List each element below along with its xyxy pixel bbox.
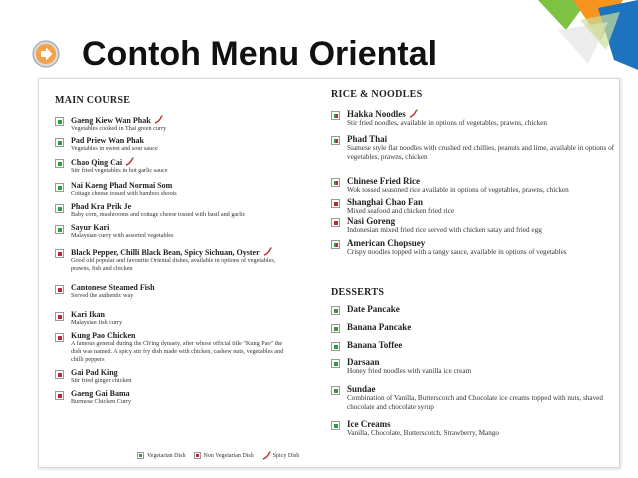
- menu-item: [55, 181, 287, 198]
- chili-spicy-icon: [154, 115, 163, 124]
- menu-item-description: Served the authentic way: [71, 292, 134, 299]
- desserts-heading: DESSERTS: [331, 287, 385, 298]
- menu-item-description: Indonesian mixed fried rice served with chicken satay and fried egg: [347, 226, 542, 234]
- menu-item-name: Banana Pancake: [347, 322, 412, 332]
- menu-item-description: Malaysian curry with assorted vegetables: [71, 232, 174, 239]
- veg-nonveg-marker-icon: [331, 136, 340, 145]
- menu-item-name: Pad Priew Wan Phak: [71, 136, 144, 145]
- nonveg-marker-icon: [55, 312, 64, 321]
- menu-item-description: Baby corn, mushrooms and cottage cheese tossed with basil and garlic: [71, 211, 246, 218]
- menu-item-name: Kung Pao Chicken: [71, 331, 136, 340]
- menu-item-name: Date Pancake: [347, 304, 400, 314]
- menu-item: [55, 157, 287, 175]
- veg-marker-icon: [331, 306, 340, 315]
- menu-item-description: Vegetables in sweet and sour sauce: [71, 145, 158, 152]
- menu-item-name: Hakka Noodles: [347, 109, 406, 119]
- veg-legend-icon: [137, 452, 144, 459]
- veg-marker-icon: [331, 324, 340, 333]
- menu-item-description: Malaysian fish curry: [71, 319, 123, 326]
- menu-item: [331, 197, 617, 216]
- legend: [129, 451, 299, 460]
- menu-item-name: Sayur Kari: [71, 223, 110, 232]
- menu-item-description: A famous general during the Ch'ing dynasty, after whose official title "Kung Pao" the dish was named. A spicy stir fry dish made with chicken, cashew nuts, vegetables and chilli peppers: [71, 340, 284, 363]
- menu-item: [331, 109, 617, 128]
- veg-nonveg-marker-icon: [331, 111, 340, 120]
- menu-item: [55, 389, 287, 406]
- menu-item-name: Cantonese Steamed Fish: [71, 283, 155, 292]
- menu-item-name: Phad Kra Prik Je: [71, 202, 132, 211]
- menu-item: [331, 340, 617, 351]
- chili-spicy-icon: [409, 109, 418, 118]
- nonveg-marker-icon: [55, 249, 64, 258]
- menu-item-description: Siamese style flat noodles with crushed red chillies, peanuts and lime, available in options of vegetables, prawns, chicken: [347, 144, 615, 161]
- menu-item: [331, 322, 617, 333]
- menu-item: [331, 304, 617, 315]
- main-course-column: [55, 79, 287, 449]
- slide-title: Contoh Menu Oriental: [82, 34, 438, 73]
- veg-marker-icon: [331, 342, 340, 351]
- menu-item-name: American Chopsuey: [347, 238, 426, 248]
- menu-item: [55, 331, 287, 363]
- nonveg-marker-icon: [55, 370, 64, 379]
- veg-nonveg-marker-icon: [331, 240, 340, 249]
- menu-item-description: Stir fried ginger chicken: [71, 377, 132, 384]
- main-course-heading: MAIN COURSE: [55, 95, 131, 106]
- menu-item-description: Stir fried vegetables in hot garlic sauce: [71, 167, 168, 174]
- menu-item: [55, 247, 287, 273]
- menu-item: [55, 310, 287, 327]
- menu-item-name: Sundae: [347, 384, 376, 394]
- chili-legend-icon: [262, 451, 271, 460]
- menu-item-name: Darsaan: [347, 357, 380, 367]
- menu-item-name: Black Pepper, Chilli Black Bean, Spicy Sichuan, Oyster: [71, 248, 260, 257]
- veg-marker-icon: [55, 225, 64, 234]
- arrow-right-circle-icon: [32, 40, 60, 68]
- menu-item: [55, 136, 287, 153]
- rice-noodles-section: [331, 79, 617, 279]
- menu-item-description: Combination of Vanilla, Butterscotch and Chocolate ice creams topped with nuts, shaved chocolate and chocolate syrup: [347, 394, 603, 411]
- menu-item-name: Gai Pad King: [71, 368, 118, 377]
- corner-decoration: [528, 0, 638, 72]
- menu-item: [55, 202, 287, 219]
- veg-marker-icon: [55, 138, 64, 147]
- menu-item-description: Crispy noodles topped with a tangy sauce, available in options of vegetables: [347, 248, 567, 256]
- menu-item: [55, 115, 287, 133]
- menu-item: [55, 223, 287, 240]
- menu-item-description: Wok tossed seasoned rice available in options of vegetables, prawns, chicken: [347, 186, 569, 194]
- menu-item-name: Nai Kaeng Phad Normai Som: [71, 181, 173, 190]
- menu-item: [331, 357, 617, 376]
- menu-item-name: Gaeng Gai Bama: [71, 389, 130, 398]
- menu-item: [55, 283, 287, 300]
- veg-nonveg-marker-icon: [331, 178, 340, 187]
- menu-item-description: Mixed seafood and chicken fried rice: [347, 207, 455, 215]
- menu-item: [331, 419, 617, 438]
- menu-card: [38, 78, 620, 468]
- menu-item: [55, 368, 287, 385]
- chili-spicy-icon: [263, 247, 272, 256]
- menu-item-name: Gaeng Kiew Wan Phak: [71, 116, 151, 125]
- veg-marker-icon: [55, 183, 64, 192]
- menu-item-name: Ice Creams: [347, 419, 391, 429]
- menu-item-name: Chao Qing Cai: [71, 158, 123, 167]
- menu-item-description: Cottage cheese tossed with bamboo shoots: [71, 190, 177, 197]
- menu-item-name: Shanghai Chao Fan: [347, 197, 424, 207]
- veg-marker-icon: [331, 359, 340, 368]
- menu-item-description: Vanilla, Chocolate, Butterscotch, Strawberry, Mango: [347, 429, 500, 437]
- title-row: [32, 34, 437, 74]
- menu-item-description: Stir fried noodles, available in options of vegetables, prawns, chicken: [347, 119, 547, 127]
- veg-marker-icon: [55, 204, 64, 213]
- menu-item-description: Honey fried noodles with vanilla ice cream: [347, 367, 472, 375]
- veg-marker-icon: [55, 117, 64, 126]
- menu-item: [331, 176, 617, 195]
- menu-item-name: Banana Toffee: [347, 340, 403, 350]
- legend-spicy-label: Spicy Dish: [272, 452, 300, 459]
- nonveg-marker-icon: [55, 333, 64, 342]
- menu-item-name: Kari Ikan: [71, 310, 106, 319]
- nonveg-marker-icon: [55, 285, 64, 294]
- nonveg-legend-icon: [194, 452, 201, 459]
- legend-veg-label: Vegetarian Dish: [147, 452, 186, 459]
- menu-item: [331, 134, 617, 162]
- veg-marker-icon: [331, 386, 340, 395]
- menu-item-name: Phad Thai: [347, 134, 388, 144]
- nonveg-marker-icon: [55, 391, 64, 400]
- chili-spicy-icon: [125, 157, 134, 166]
- menu-item-description: Burmese Chicken Curry: [71, 398, 132, 405]
- menu-item: [331, 238, 617, 257]
- menu-item: [331, 384, 617, 412]
- menu-item-description: Vegetables cooked in Thai green curry: [71, 125, 167, 132]
- nonveg-marker-icon: [331, 218, 340, 227]
- menu-item-name: Chinese Fried Rice: [347, 176, 420, 186]
- veg-marker-icon: [55, 159, 64, 168]
- menu-item-description: Good old popular and favourite Oriental dishes, available in options of vegetables, prawns, fish and chicken: [71, 257, 276, 272]
- menu-item: [331, 216, 617, 235]
- rice-noodles-heading: RICE & NOODLES: [331, 89, 423, 100]
- legend-nonveg-label: Non Vegetarian Dish: [203, 452, 254, 459]
- nonveg-marker-icon: [331, 199, 340, 208]
- menu-item-name: Nasi Goreng: [347, 216, 396, 226]
- desserts-section: [331, 287, 617, 447]
- veg-marker-icon: [331, 421, 340, 430]
